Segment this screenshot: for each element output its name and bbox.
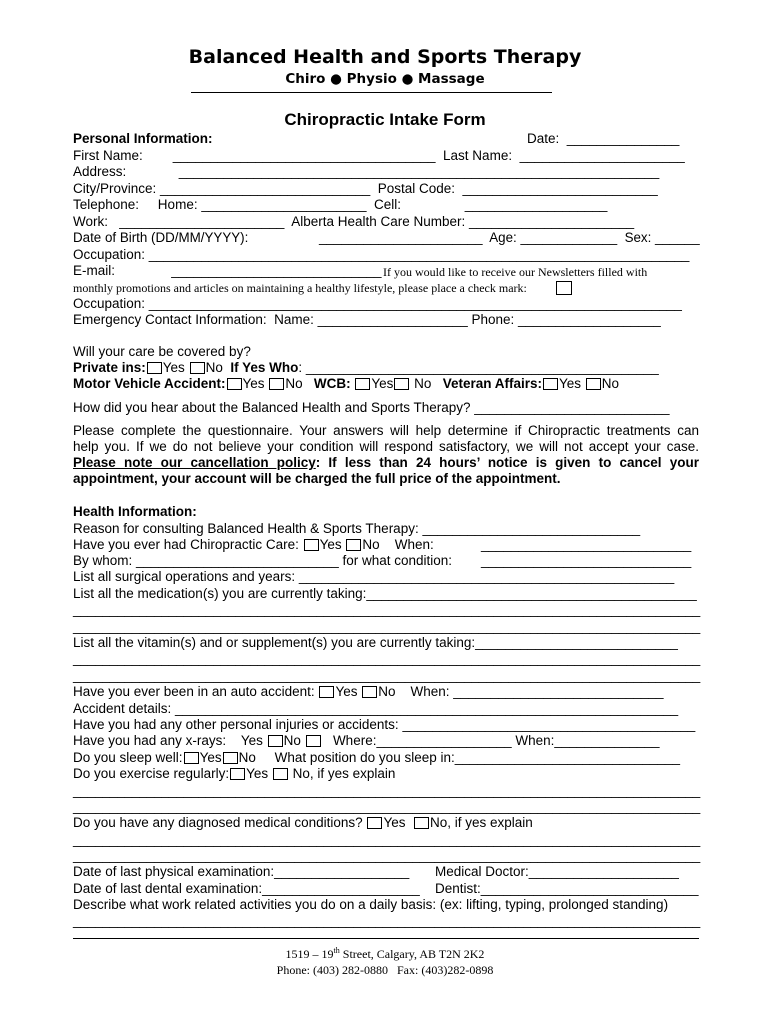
telephone-fields[interactable]: Telephone: Home: ______________________ Cell: ___________________ (73, 197, 608, 212)
xrays-when-field[interactable]: When:______________ (515, 733, 660, 748)
policy-text: If less than 24 hours’ notice is given to cancel your (328, 455, 699, 470)
emergency-contact-fields[interactable]: Emergency Contact Information: Name: ____________________ Phone: ___________________ (73, 312, 661, 327)
chiro-when-field[interactable]: ____________________________ (481, 537, 692, 552)
cancellation-policy (73, 455, 699, 471)
no-label: No (285, 376, 303, 391)
no-label: No (414, 376, 432, 391)
blank-line[interactable]: _____________________________________________________________________________________ (73, 799, 701, 814)
exercise-no-checkbox[interactable] (273, 768, 288, 780)
no-label: No (283, 733, 301, 748)
personal-info-heading: Personal Information: (73, 131, 213, 146)
by-whom-field[interactable]: By whom: ___________________________ for what condition: (73, 553, 453, 568)
dentist-field[interactable]: Dentist:_____________________________ (435, 881, 699, 896)
yes-label: Yes (162, 360, 185, 375)
notice-line-4: appointment, your account will be charged the full price of the appointment. (73, 471, 561, 486)
medication-field[interactable]: List all the medication(s) you are currently taking:____________________________________________ (73, 586, 697, 601)
veteran-affairs-label: Veteran Affairs: (442, 376, 542, 391)
date-field[interactable]: Date: _______________ (527, 131, 680, 146)
sleep-row (73, 750, 680, 766)
health-info-heading: Health Information: (73, 504, 197, 519)
auto-accident-label: Have you ever been in an auto accident: (73, 684, 315, 699)
exercise-explain-label: No, if yes explain (292, 766, 396, 781)
exercise-yes-checkbox[interactable] (230, 768, 245, 780)
wcb-label: WCB: (313, 376, 351, 391)
injuries-field[interactable]: Have you had any other personal injuries or accidents: _______________________________________ (73, 717, 696, 732)
footer-address-start: 1519 – 19 (285, 947, 334, 961)
address-field[interactable]: Address: ________________________________________________________________ (73, 164, 660, 179)
work-activities-label: Describe what work related activities you do on a daily basis: (ex: lifting, typing, prolonged standing) (73, 897, 669, 912)
blank-line[interactable]: _____________________________________________________________________________________ (73, 619, 701, 634)
mva-label: Motor Vehicle Accident: (73, 376, 226, 391)
mva-yes-checkbox[interactable] (227, 378, 242, 390)
private-yes-checkbox[interactable] (147, 362, 162, 374)
xrays-no-checkbox[interactable] (306, 735, 321, 747)
occupation-field[interactable]: Occupation: ________________________________________________________________________ (73, 247, 690, 262)
vitamin-field[interactable]: List all the vitamin(s) and or supplement(s) you are currently taking:___________________________ (73, 635, 678, 650)
sleep-no-checkbox[interactable] (223, 752, 238, 764)
no-label: No (378, 684, 396, 699)
no-label: No (601, 376, 620, 391)
work-health-card-fields[interactable]: Work: ______________________ Alberta Health Care Number: ______________________ (73, 214, 635, 229)
dental-exam-field[interactable]: Date of last dental examination:_____________________ (73, 881, 420, 896)
sleep-yes-checkbox[interactable] (184, 752, 199, 764)
medical-doctor-field[interactable]: Medical Doctor:____________________ (435, 864, 679, 879)
diagnosed-no-checkbox[interactable] (414, 817, 429, 829)
no-label: No (205, 360, 223, 375)
mva-no-checkbox[interactable] (269, 378, 284, 390)
coverage-row-2 (73, 376, 619, 392)
policy-label: Please note our cancellation policy (73, 455, 316, 470)
yes-label: Yes (559, 376, 582, 391)
xrays-row (73, 733, 660, 749)
footer-divider (73, 938, 699, 939)
accident-details-field[interactable]: Accident details: ___________________________________________________________________ (73, 701, 679, 716)
exercise-row (73, 766, 395, 782)
blank-line[interactable]: _____________________________________________________________________________________ (73, 913, 701, 928)
blank-line[interactable]: _____________________________________________________________________________________ (73, 651, 701, 666)
auto-accident-row (73, 684, 664, 700)
chiro-care-label: Have you ever had Chiropractic Care: (73, 537, 299, 552)
chiro-no-checkbox[interactable] (346, 539, 361, 551)
yes-label: Yes (240, 733, 263, 748)
blank-line[interactable]: _____________________________________________________________________________________ (73, 783, 701, 798)
yes-label: Yes (199, 750, 222, 765)
if-yes-who-field[interactable]: _______________________________________________ (302, 360, 659, 375)
clinic-services: Chiro ● Physio ● Massage (285, 71, 485, 87)
coverage-question: Will your care be covered by? (73, 344, 251, 359)
if-yes-colon: : (298, 360, 303, 375)
xrays-where-field[interactable]: Where:__________________ (332, 733, 512, 748)
when-label: When: (394, 537, 434, 552)
blank-line[interactable]: _____________________________________________________________________________________ (73, 848, 701, 863)
diagnosed-row (73, 815, 533, 831)
physical-exam-field[interactable]: Date of last physical examination:__________________ (73, 864, 410, 879)
yes-label: Yes (242, 376, 265, 391)
notice-line-1: Please complete the questionnaire. Your answers will help determine if Chiropractic treatments can (73, 423, 699, 438)
blank-line[interactable]: _____________________________________________________________________________________ (73, 602, 701, 617)
referral-source-field[interactable]: How did you hear about the Balanced Health and Sports Therapy? __________________________ (73, 400, 670, 415)
no-label: No (238, 750, 256, 765)
dob-age-sex-fields[interactable]: Date of Birth (DD/MM/YYYY): ______________________ Age: _____________ Sex: ______ (73, 230, 700, 245)
xrays-label: Have you had any x-rays: (73, 733, 227, 748)
occupation-field-2[interactable]: Occupation: _______________________________________________________________________ (73, 296, 682, 311)
auto-yes-checkbox[interactable] (319, 686, 334, 698)
auto-no-checkbox[interactable] (362, 686, 377, 698)
blank-line[interactable]: _____________________________________________________________________________________ (73, 832, 701, 847)
footer-ordinal: th (333, 946, 340, 955)
diagnosed-yes-checkbox[interactable] (367, 817, 382, 829)
yes-label: Yes (319, 537, 342, 552)
private-no-checkbox[interactable] (190, 362, 205, 374)
clinic-name: Balanced Health and Sports Therapy (188, 46, 582, 68)
yes-label: Yes (335, 684, 358, 699)
condition-field[interactable]: ____________________________ (481, 553, 692, 568)
footer-phone-fax: Phone: (403) 282-0880 Fax: (403)282-0898 (276, 963, 494, 977)
notice-line-2: help you. If we do not believe your condition will respond satisfactory, we will not accept your case. (73, 439, 699, 454)
reason-field[interactable]: Reason for consulting Balanced Health & Sports Therapy: _____________________________ (73, 521, 641, 536)
blank-line[interactable]: _____________________________________________________________________________________ (73, 668, 701, 683)
header-divider (191, 92, 552, 93)
veteran-yes-checkbox[interactable] (543, 378, 558, 390)
sleep-label: Do you sleep well: (73, 750, 183, 765)
yes-label: Yes (246, 766, 269, 781)
newsletter-note-cont: monthly promotions and articles on maintaining a healthy lifestyle, please place a check mark: (73, 281, 527, 295)
exercise-label: Do you exercise regularly: (73, 766, 230, 781)
newsletter-note: If you would like to receive our Newsletters filled with (383, 265, 648, 279)
if-yes-who-label: If Yes Who (230, 360, 299, 375)
footer-address (0, 947, 770, 962)
newsletter-checkbox[interactable] (556, 281, 572, 295)
auto-when-field[interactable]: When: ____________________________ (410, 684, 664, 699)
diagnosed-explain-label: No, if yes explain (430, 815, 533, 830)
yes-label: Yes (371, 376, 394, 391)
chiro-care-row (73, 537, 434, 553)
no-label: No (362, 537, 380, 552)
veteran-no-checkbox[interactable] (586, 378, 601, 390)
wcb-yes-checkbox[interactable] (355, 378, 370, 390)
private-insurance-row (73, 360, 659, 376)
sleep-position-field[interactable]: What position do you sleep in:______________________________ (274, 750, 680, 765)
form-title: Chiropractic Intake Form (284, 110, 486, 129)
email-field[interactable]: E-mail: ____________________________ (73, 263, 382, 278)
chiro-yes-checkbox[interactable] (304, 539, 319, 551)
xrays-yes-checkbox[interactable] (268, 735, 283, 747)
wcb-no-checkbox[interactable] (394, 378, 409, 390)
diagnosed-label: Do you have any diagnosed medical conditions? (73, 815, 363, 830)
city-postal-fields[interactable]: City/Province: ____________________________ Postal Code: __________________________ (73, 181, 658, 196)
policy-colon: : (315, 455, 321, 470)
footer-address-end: Street, Calgary, AB T2N 2K2 (339, 947, 485, 961)
private-ins-label: Private ins: (73, 360, 146, 375)
surgical-field[interactable]: List all surgical operations and years: __________________________________________________ (73, 569, 675, 584)
name-fields[interactable]: First Name: ___________________________________ Last Name: ______________________ (73, 148, 685, 163)
yes-label: Yes (383, 815, 406, 830)
